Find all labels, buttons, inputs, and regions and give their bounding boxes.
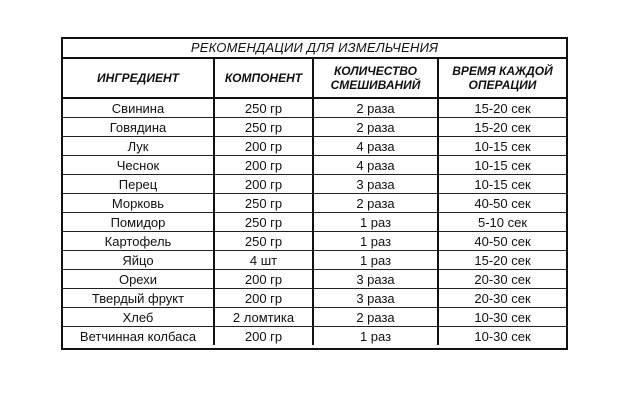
table-row — [63, 137, 566, 156]
table-row — [63, 289, 566, 308]
cell-ingredient: Ветчинная колбаса — [63, 327, 214, 346]
grinding-recommendations-table — [61, 37, 568, 350]
cell-ingredient: Морковь — [63, 194, 214, 213]
cell-time: 10-30 сек — [438, 308, 566, 327]
header-time — [438, 59, 566, 98]
cell-count: 1 раз — [313, 213, 438, 232]
cell-count: 2 раза — [313, 194, 438, 213]
cell-ingredient: Перец — [63, 175, 214, 194]
cell-count: 3 раза — [313, 175, 438, 194]
cell-ingredient: Картофель — [63, 232, 214, 251]
cell-time: 40-50 сек — [438, 194, 566, 213]
table-row — [63, 251, 566, 270]
cell-count: 3 раза — [313, 289, 438, 308]
cell-count: 2 раза — [313, 308, 438, 327]
table-title: РЕКОМЕНДАЦИИ ДЛЯ ИЗМЕЛЬЧЕНИЯ — [63, 39, 566, 59]
cell-time: 20-30 сек — [438, 270, 566, 289]
cell-component: 200 гр — [214, 137, 313, 156]
cell-time: 10-30 сек — [438, 327, 566, 346]
cell-time: 5-10 сек — [438, 213, 566, 232]
cell-ingredient: Лук — [63, 137, 214, 156]
table-row — [63, 156, 566, 175]
cell-count: 1 раз — [313, 251, 438, 270]
cell-component: 250 гр — [214, 232, 313, 251]
header-row — [63, 59, 566, 98]
table-row — [63, 213, 566, 232]
header-time-line2: ОПЕРАЦИИ — [468, 78, 537, 92]
cell-component: 250 гр — [214, 118, 313, 137]
header-component-label: КОМПОНЕНТ — [224, 71, 303, 85]
cell-time: 15-20 сек — [438, 118, 566, 137]
cell-component: 200 гр — [214, 175, 313, 194]
cell-component: 250 гр — [214, 194, 313, 213]
table-row — [63, 98, 566, 118]
header-component — [214, 59, 313, 98]
cell-component: 4 шт — [214, 251, 313, 270]
cell-ingredient: Орехи — [63, 270, 214, 289]
table-row — [63, 194, 566, 213]
header-count-line1: КОЛИЧЕСТВО — [333, 64, 417, 78]
cell-time: 15-20 сек — [438, 251, 566, 270]
cell-ingredient: Твердый фрукт — [63, 289, 214, 308]
table-row — [63, 327, 566, 346]
cell-count: 1 раз — [313, 327, 438, 346]
data-grid — [63, 59, 566, 345]
cell-component: 250 гр — [214, 213, 313, 232]
table-row — [63, 308, 566, 327]
cell-component: 200 гр — [214, 156, 313, 175]
cell-count: 4 раза — [313, 156, 438, 175]
cell-time: 10-15 сек — [438, 175, 566, 194]
cell-component: 200 гр — [214, 270, 313, 289]
table-row — [63, 232, 566, 251]
header-ingredient — [63, 59, 214, 98]
cell-ingredient: Говядина — [63, 118, 214, 137]
table-row — [63, 175, 566, 194]
cell-component: 2 ломтика — [214, 308, 313, 327]
cell-component: 250 гр — [214, 98, 313, 118]
cell-count: 2 раза — [313, 118, 438, 137]
cell-component: 200 гр — [214, 327, 313, 346]
cell-ingredient: Помидор — [63, 213, 214, 232]
cell-ingredient: Яйцо — [63, 251, 214, 270]
cell-time: 40-50 сек — [438, 232, 566, 251]
cell-ingredient: Хлеб — [63, 308, 214, 327]
cell-time: 20-30 сек — [438, 289, 566, 308]
cell-time: 15-20 сек — [474, 100, 531, 116]
cell-time: 10-15 сек — [438, 156, 566, 175]
table-row — [63, 118, 566, 137]
table-row — [63, 270, 566, 289]
cell-ingredient: Чеснок — [63, 156, 214, 175]
cell-time: 10-15 сек — [438, 137, 566, 156]
header-count-line2: СМЕШИВАНИЙ — [330, 78, 421, 92]
cell-count: 1 раз — [313, 232, 438, 251]
header-ingredient-label: ИНГРЕДИЕНТ — [97, 71, 179, 85]
cell-count: 2 раза — [313, 98, 438, 118]
header-time-line1: ВРЕМЯ КАЖДОЙ — [452, 64, 553, 78]
cell-count: 4 раза — [313, 137, 438, 156]
cell-component: 200 гр — [214, 289, 313, 308]
header-count — [313, 59, 438, 98]
cell-count: 3 раза — [313, 270, 438, 289]
cell-ingredient: Свинина — [63, 98, 214, 118]
